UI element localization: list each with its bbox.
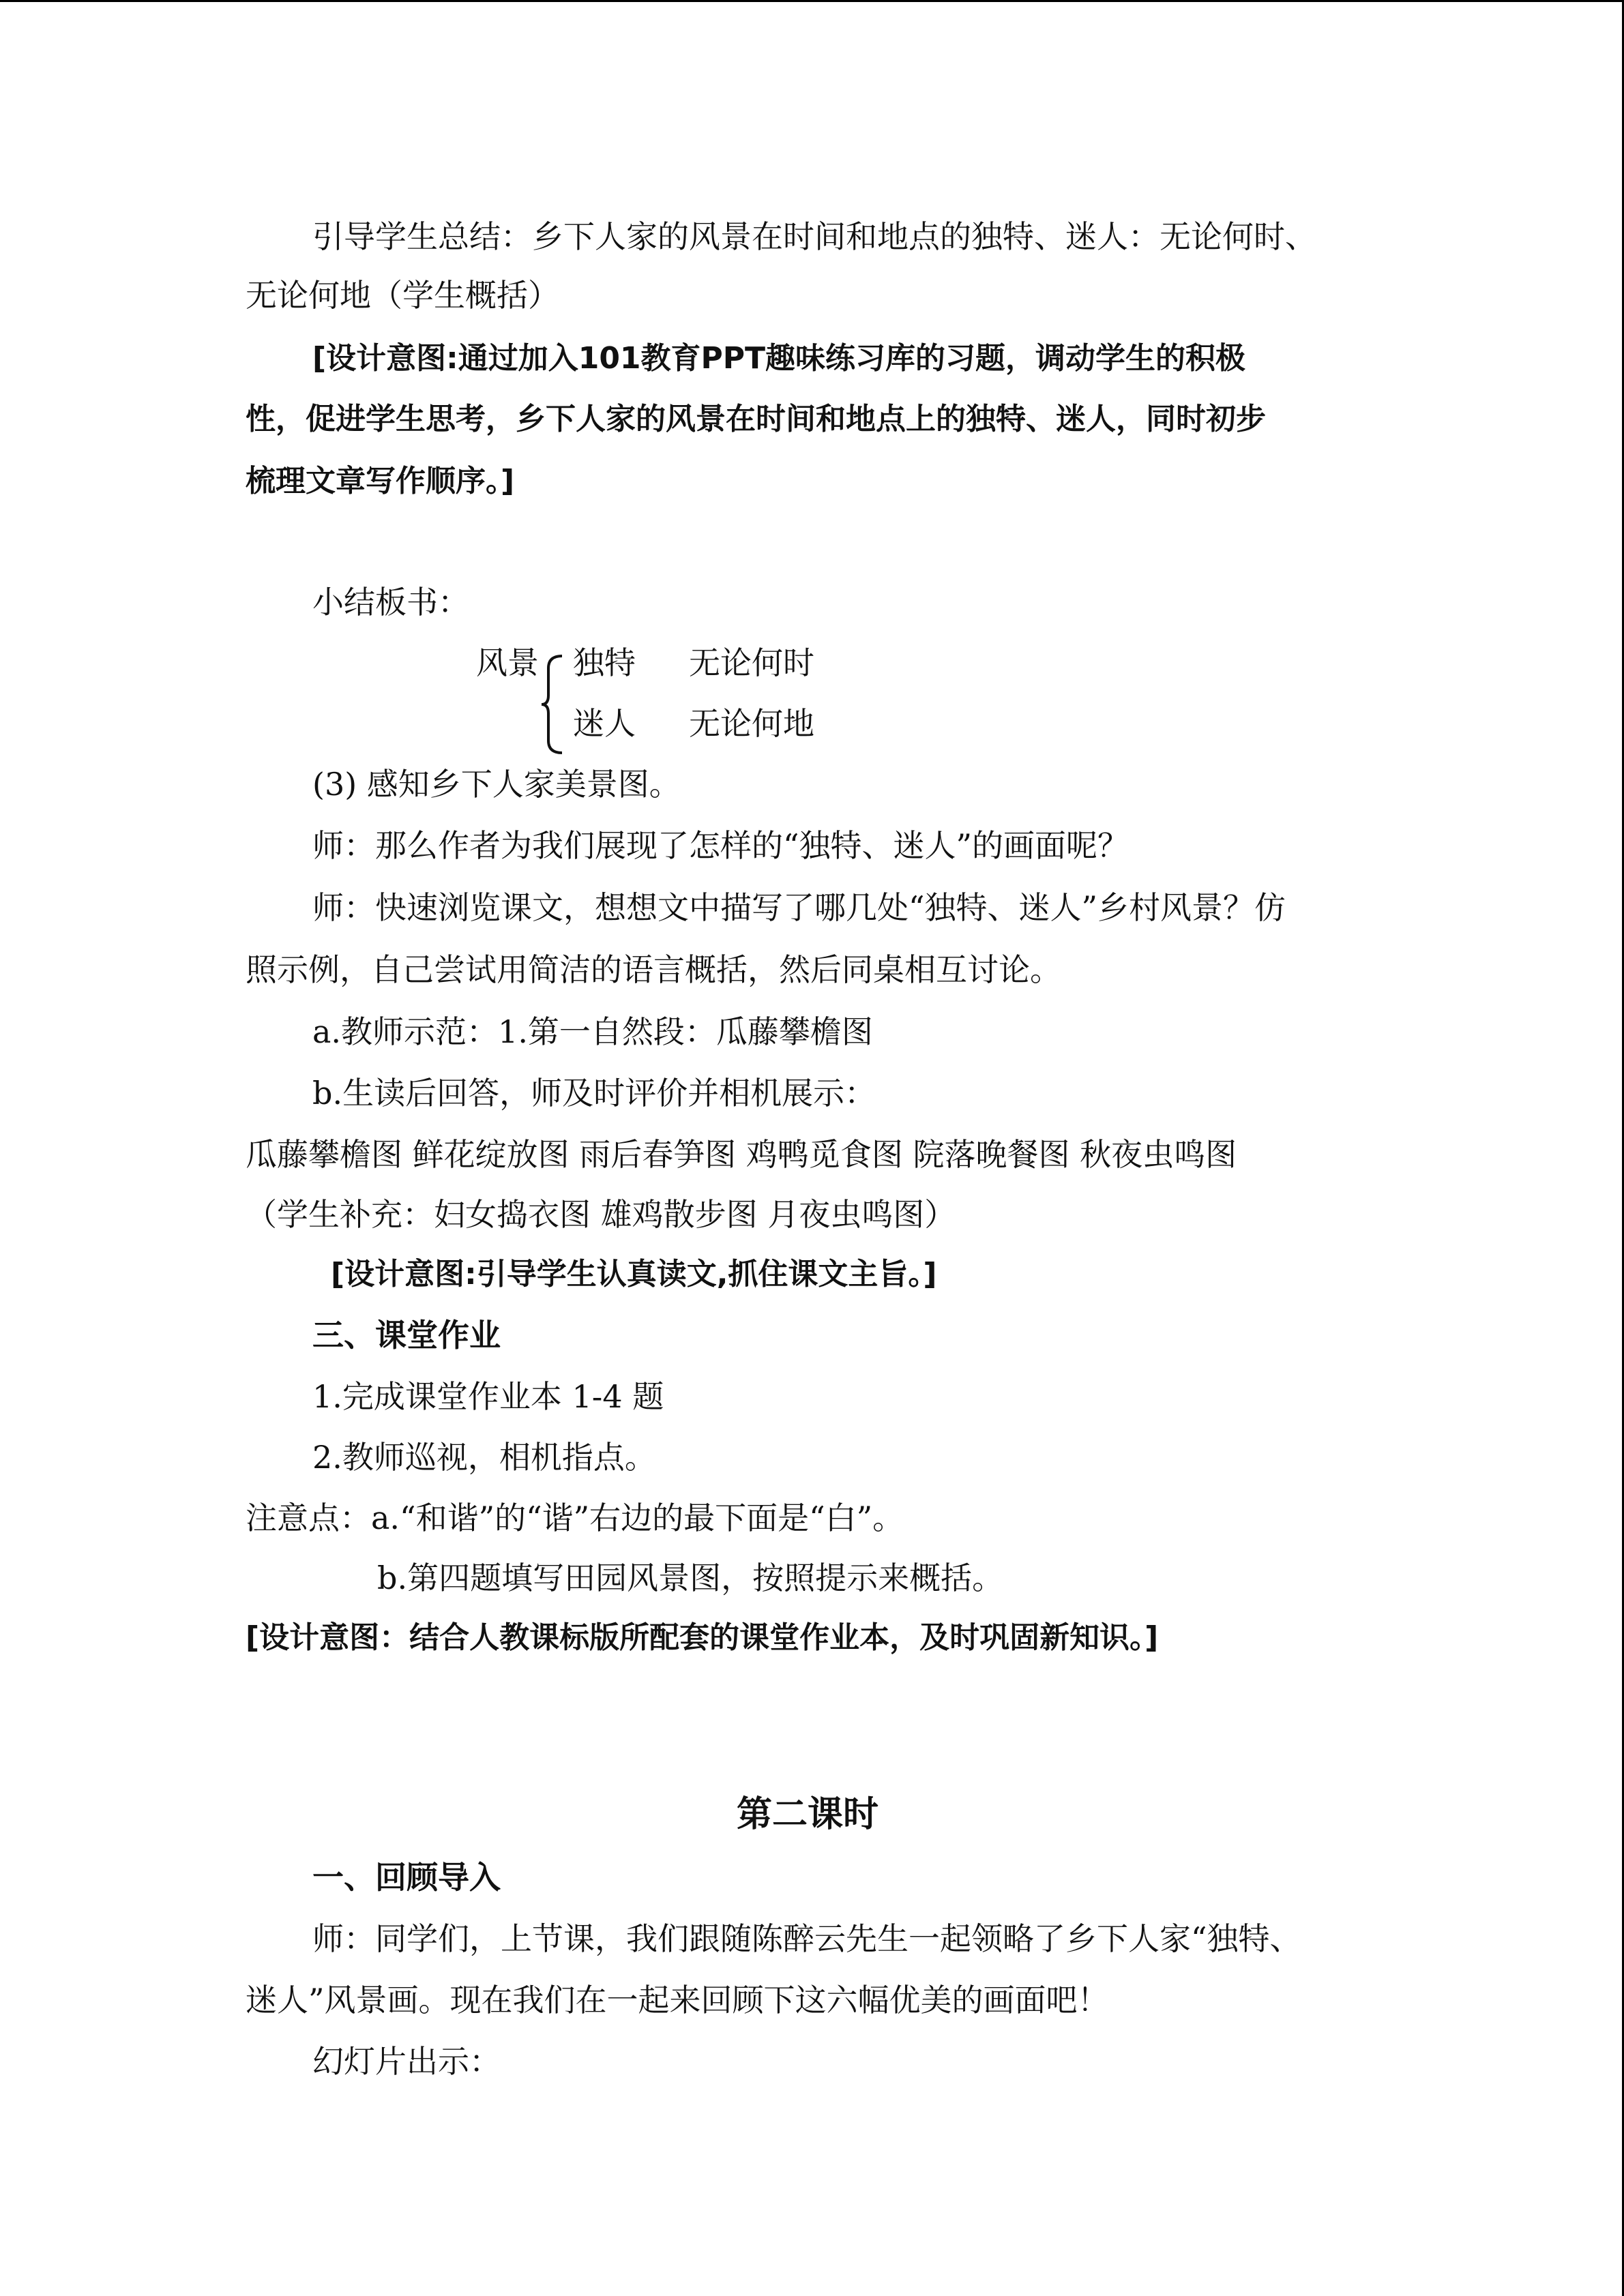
design-intent-1-line-1: [设计意图:通过加入101教育PPT趣味练习库的习题，调动学生的积极 — [312, 341, 1246, 376]
note-a: 注意点：a.“和谐”的“谐”右边的最下面是“白”。 — [246, 1500, 904, 1536]
section-1-heading: 一、回顾导入 — [312, 1859, 501, 1896]
design-intent-1-line-2: 性，促进学生思考，乡下人家的风景在时间和地点上的独特、迷人，同时初步 — [246, 402, 1266, 436]
summary-paragraph-line-1: 引导学生总结：乡下人家的风景在时间和地点的独特、迷人：无论何时、 — [312, 218, 1316, 255]
summary-paragraph-line-2: 无论何地（学生概括） — [246, 277, 559, 314]
design-intent-2: [设计意图:引导学生认真读文,抓住课文主旨。] — [331, 1257, 937, 1292]
board-root: 风景 — [476, 644, 539, 681]
review-line-2: 迷人”风景画。现在我们在一起来回顾下这六幅优美的画面吧！ — [246, 1982, 1109, 2018]
step-3-heading: (3) 感知乡下人家美景图。 — [312, 766, 681, 803]
teacher-question-2-line-1: 师：快速浏览课文，想想文中描写了哪几处“独特、迷人”乡村风景？仿 — [312, 889, 1286, 926]
lesson-2-title: 第二课时 — [737, 1794, 879, 1835]
scene-list: 瓜藤攀檐图 鲜花绽放图 雨后春笋图 鸡鸭觅食图 院落晚餐图 秋夜虫鸣图 — [246, 1136, 1237, 1173]
board-row2-place: 无论何地 — [689, 705, 814, 742]
brace-icon — [539, 653, 566, 756]
teacher-demo: a.教师示范：1.第一自然段：瓜藤攀檐图 — [312, 1013, 873, 1050]
review-line-1: 师：同学们，上节课，我们跟随陈醉云先生一起领略了乡下人家“独特、 — [312, 1920, 1301, 1957]
teacher-question-2-line-2: 照示例，自己尝试用简洁的语言概括，然后同桌相互讨论。 — [246, 951, 1061, 988]
design-intent-1-line-3: 梳理文章写作顺序。] — [246, 464, 515, 498]
design-intent-3: [设计意图：结合人教课标版所配套的课堂作业本，及时巩固新知识。] — [246, 1620, 1159, 1655]
board-summary-label: 小结板书： — [312, 584, 469, 621]
board-row1-trait: 独特 — [573, 644, 636, 681]
section-3-heading: 三、课堂作业 — [312, 1317, 501, 1354]
board-row1-time: 无论何时 — [689, 644, 814, 681]
slide-show-label: 幻灯片出示： — [312, 2043, 501, 2080]
homework-item-1: 1.完成课堂作业本 1-4 题 — [312, 1378, 664, 1415]
homework-item-2: 2.教师巡视，相机指点。 — [312, 1439, 656, 1476]
student-additions: （学生补充：妇女捣衣图 雄鸡散步图 月夜虫鸣图） — [246, 1196, 956, 1233]
note-b: b.第四题填写田园风景图，按照提示来概括。 — [377, 1560, 1004, 1596]
board-row2-trait: 迷人 — [573, 705, 636, 742]
teacher-question-1: 师：那么作者为我们展现了怎样的“独特、迷人”的画面呢？ — [312, 827, 1130, 864]
student-answer: b.生读后回答，师及时评价并相机展示： — [312, 1075, 876, 1112]
